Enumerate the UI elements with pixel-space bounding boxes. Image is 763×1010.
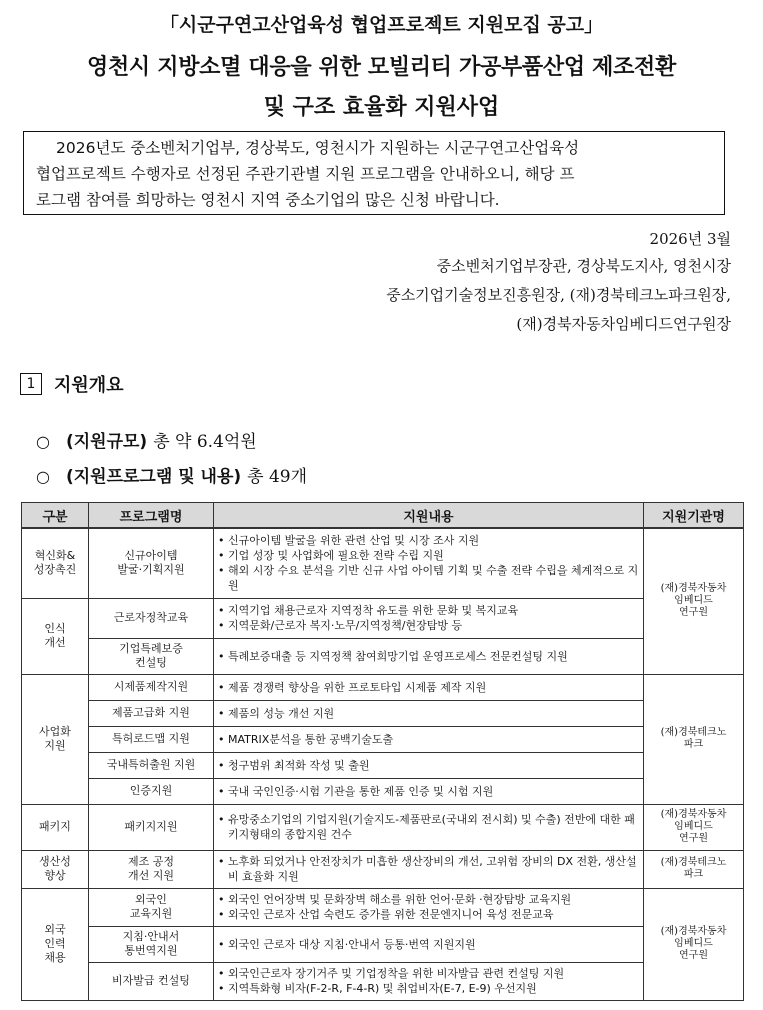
intro-line-3: 로그램 참여를 희망하는 영천시 지역 중소기업의 많은 신청 바랍니다. <box>36 191 500 209</box>
program-cell: 제품고급화 지원 <box>89 700 214 726</box>
content-cell <box>214 804 644 850</box>
program-value: 총 49개 <box>247 467 308 487</box>
content-bullet: • 지역문화/근로자 복지·노무/지역정책/현장탐방 등 <box>218 618 639 633</box>
program-cell: 비자발급 컨설팅 <box>89 962 214 1000</box>
content-bullet: • 기업 성장 및 사업화에 필요한 전략 수립 지원 <box>218 548 639 563</box>
content-bullet: • 해외 시장 수요 분석을 기반 신규 사업 아이템 기획 및 수출 전략 수립을 체계적으로 지원 <box>218 563 639 593</box>
intro-box <box>23 131 725 215</box>
agency-cell: (재)경북자동차 임베디드 연구원 <box>644 528 744 674</box>
agency-cell: (재)경북테크노 파크 <box>644 674 744 804</box>
section-title: 지원개요 <box>54 375 124 396</box>
header-content: 지원내용 <box>214 503 644 529</box>
content-cell <box>214 528 644 598</box>
content-bullet: • 청구범위 최적화 작성 및 출원 <box>218 758 639 773</box>
program-cell: 신규아이템 발굴·기획지원 <box>89 528 214 598</box>
content-cell <box>214 674 644 700</box>
category-cell: 혁신화& 성장촉진 <box>22 528 89 598</box>
table-row <box>22 804 744 850</box>
content-bullet: • 외국인근로자 장기거주 및 기업정착을 위한 비자발급 관련 컨설팅 지원 <box>218 966 639 981</box>
content-cell <box>214 962 644 1000</box>
notice-title-bracket: 「시군구연고산업육성 협업프로젝트 지원모집 공고」 <box>159 14 604 36</box>
table-row <box>22 962 744 1000</box>
content-bullet: • 외국인 근로자 대상 지침·안내서 등통·번역 지원지원 <box>218 937 639 952</box>
table-row <box>22 726 744 752</box>
circle-bullet-icon: ○ <box>36 432 50 451</box>
header-program: 프로그램명 <box>89 503 214 529</box>
content-bullet: • 제품 경쟁력 향상을 위한 프로토타입 시제품 제작 지원 <box>218 680 639 695</box>
category-cell: 패키지 <box>22 804 89 850</box>
program-cell: 외국인 교육지원 <box>89 888 214 926</box>
content-cell <box>214 752 644 778</box>
intro-line-2: 협업프로젝트 수행자로 선정된 주관기관별 지원 프로그램을 안내하오니, 해당 프 <box>36 165 575 183</box>
table-row <box>22 850 744 888</box>
table-row <box>22 888 744 926</box>
category-cell: 인식 개선 <box>22 598 89 674</box>
program-label: (지원프로그램 및 내용) <box>65 467 242 487</box>
scale-value: 총 약 6.4억원 <box>153 432 257 452</box>
scale-label: (지원규모) <box>65 432 148 452</box>
content-cell <box>214 850 644 888</box>
program-cell: 인증지원 <box>89 778 214 804</box>
program-cell: 근로자정착교육 <box>89 598 214 638</box>
category-cell: 사업화 지원 <box>22 674 89 804</box>
program-cell: 지침·안내서 통번역지원 <box>89 926 214 962</box>
content-bullet: • 노후화 되었거나 안전장치가 미흡한 생산장비의 개선, 고위험 장비의 DX 전환, 생산설비 효율화 지원 <box>218 854 639 884</box>
signatory-line-2: 중소기업기술정보진흥원장, (재)경북테크노파크원장, <box>386 286 731 304</box>
table-row <box>22 752 744 778</box>
content-cell <box>214 726 644 752</box>
overview-programs <box>36 462 307 487</box>
program-cell: 패키지지원 <box>89 804 214 850</box>
signatory-line-1: 중소벤처기업부장관, 경상북도지사, 영천시장 <box>436 257 731 275</box>
agency-cell: (재)경북테크노 파크 <box>644 850 744 888</box>
table-row <box>22 638 744 674</box>
content-bullet: • 신규아이템 발굴을 위한 관련 산업 및 시장 조사 지원 <box>218 533 639 548</box>
content-cell <box>214 888 644 926</box>
section-heading <box>20 371 124 397</box>
circle-bullet-icon: ○ <box>36 467 50 486</box>
intro-line-1: 2026년도 중소벤처기업부, 경상북도, 영천시가 지원하는 시군구연고산업육성 <box>56 139 580 157</box>
section-number: 1 <box>20 373 42 395</box>
notice-title-sub: 및 구조 효율화 지원사업 <box>263 95 500 120</box>
content-bullet: • 외국인 언어장벽 및 문화장벽 해소를 위한 언어·문화 ·현장탐방 교육지원 <box>218 892 639 907</box>
content-cell <box>214 926 644 962</box>
table-header-row <box>22 503 744 529</box>
table-row <box>22 528 744 598</box>
notice-date: 2026년 3월 <box>649 230 731 248</box>
content-bullet: • 지역특화형 비자(F-2-R, F-4-R) 및 취업비자(E-7, E-9) 우선지원 <box>218 981 639 996</box>
program-cell: 기업특례보증 컨설팅 <box>89 638 214 674</box>
content-bullet: • 특례보증대출 등 지역정책 참여희망기업 운영프로세스 전문컨설팅 지원 <box>218 649 639 664</box>
content-bullet: • 국내 국인인증·시험 기관을 통한 제품 인증 및 시험 지원 <box>218 784 639 799</box>
table-row <box>22 700 744 726</box>
content-bullet: • 지역기업 채용근로자 지역정착 유도를 위한 문화 및 복지교육 <box>218 603 639 618</box>
table-row <box>22 926 744 962</box>
category-cell: 외국 인력 채용 <box>22 888 89 1000</box>
program-cell: 제조 공정 개선 지원 <box>89 850 214 888</box>
program-cell: 특허로드맵 지원 <box>89 726 214 752</box>
agency-cell: (재)경북자동차 임베디드 연구원 <box>644 888 744 1000</box>
table-row <box>22 598 744 638</box>
program-cell: 시제품제작지원 <box>89 674 214 700</box>
content-cell <box>214 778 644 804</box>
program-table <box>21 502 744 1001</box>
content-cell <box>214 598 644 638</box>
table-row <box>22 778 744 804</box>
overview-scale <box>36 427 257 452</box>
category-cell: 생산성 향상 <box>22 850 89 888</box>
program-cell: 국내특허출원 지원 <box>89 752 214 778</box>
table-row <box>22 674 744 700</box>
notice-title-main: 영천시 지방소멸 대응을 위한 모빌리티 가공부품산업 제조전환 <box>87 55 676 80</box>
content-bullet: • 제품의 성능 개선 지원 <box>218 706 639 721</box>
content-cell <box>214 700 644 726</box>
signatory-line-3: (재)경북자동차임베디드연구원장 <box>516 315 731 333</box>
content-bullet: • 외국인 근로자 산업 숙련도 증가를 위한 전문엔지니어 육성 전문교육 <box>218 907 639 922</box>
header-category: 구분 <box>22 503 89 529</box>
agency-cell: (재)경북자동차 임베디드 연구원 <box>644 804 744 850</box>
content-cell <box>214 638 644 674</box>
content-bullet: • 유망중소기업의 기업지원(기술지도-제품판로(국내외 전시회) 및 수출) 전반에 대한 패키지형태의 종합지원 건수 <box>218 812 639 842</box>
content-bullet: • MATRIX분석을 통한 공백기술도출 <box>218 732 639 747</box>
header-agency: 지원기관명 <box>644 503 744 529</box>
